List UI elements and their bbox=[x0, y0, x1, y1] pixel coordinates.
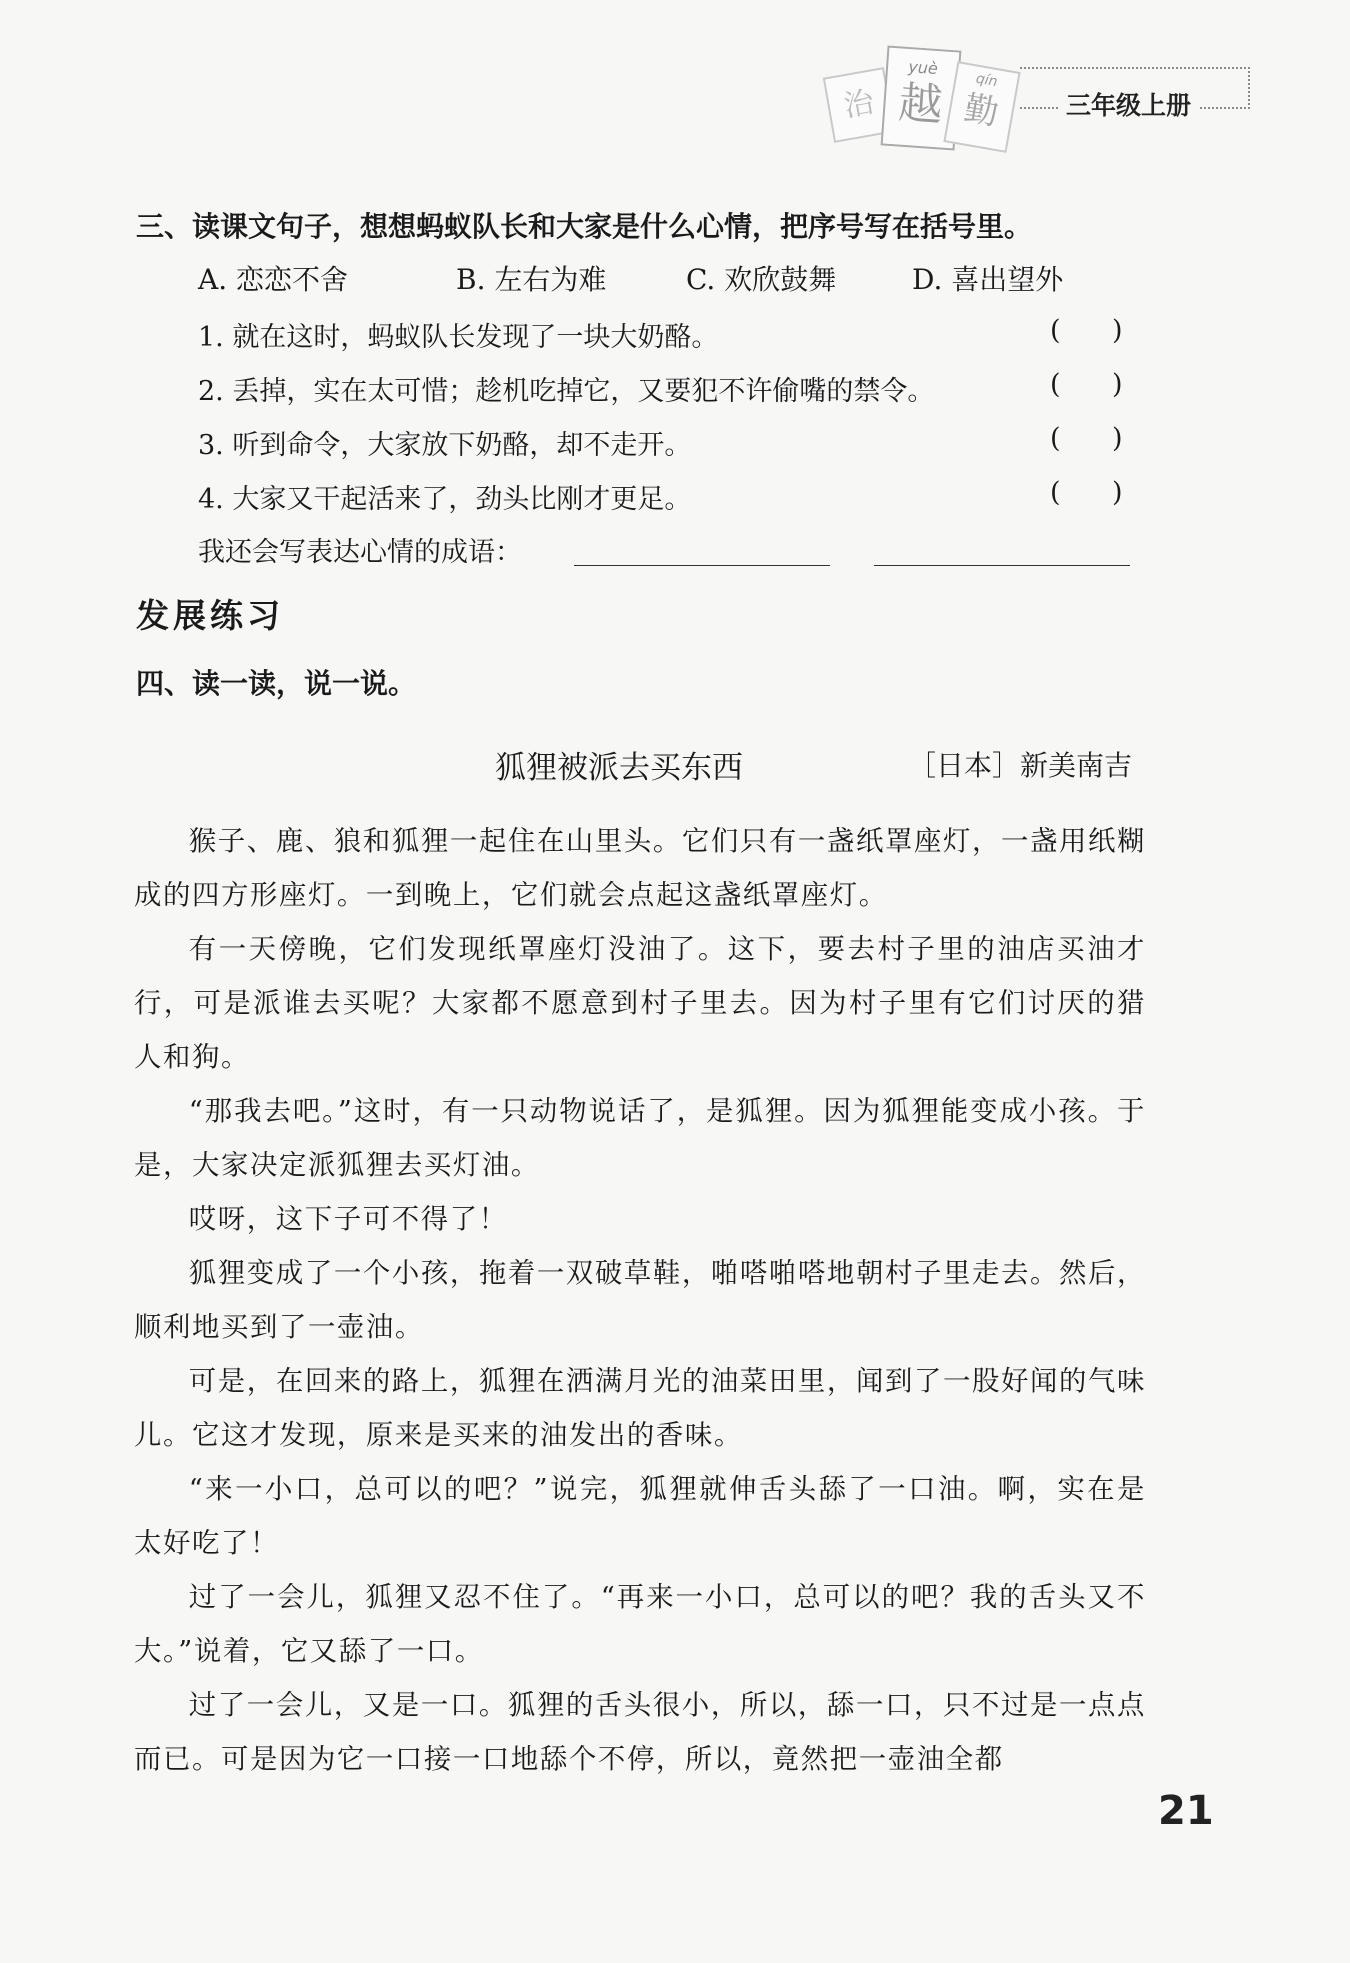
section4-title: 四、读一读，说一说。 bbox=[136, 667, 417, 700]
story-author: ［日本］新美南吉 bbox=[908, 749, 1133, 782]
option-b: B. 左右为难 bbox=[456, 263, 607, 296]
question-1-text: 1. 就在这时，蚂蚁队长发现了一块大奶酪。 bbox=[198, 322, 719, 353]
section3-title: 三、读课文句子，想想蚂蚁队长和大家是什么心情，把序号写在括号里。 bbox=[136, 210, 1033, 243]
development-heading: 发展练习 bbox=[136, 596, 284, 635]
question-2 bbox=[198, 369, 1148, 409]
logo-right-pinyin: qín bbox=[974, 70, 999, 91]
question-1 bbox=[198, 315, 1148, 355]
question-3 bbox=[198, 423, 1148, 463]
question-4 bbox=[198, 477, 1148, 517]
logo-left-char: 治 bbox=[841, 84, 877, 125]
logo-right-char: 勤 bbox=[961, 88, 1002, 134]
story-paragraph-9: 过了一会儿，又是一口。狐狸的舌头很小，所以，舔一口，只不过是一点点而已。可是因为它一口接一口地舔个不停，所以，竟然把一壶油全都 bbox=[134, 1690, 1146, 1775]
series-logo bbox=[822, 42, 1012, 152]
answer-paren-1[interactable]: ( ) bbox=[1050, 315, 1123, 346]
story-paragraph-3: “那我去吧。”这时，有一只动物说话了，是狐狸。因为狐狸能变成小孩。于是，大家决定派狐狸去买灯油。 bbox=[134, 1096, 1146, 1181]
option-a: A. 恋恋不舍 bbox=[198, 263, 349, 296]
story-paragraph-8: 过了一会儿，狐狸又忍不住了。“再来一小口，总可以的吧？我的舌头又不大。”说着，它又舔了一口。 bbox=[134, 1582, 1146, 1667]
story-paragraph-5: 狐狸变成了一个小孩，拖着一双破草鞋，啪嗒啪嗒地朝村子里走去。然后，顺利地买到了一壶油。 bbox=[134, 1258, 1146, 1343]
story-paragraph-7: “来一小口，总可以的吧？”说完，狐狸就伸舌头舔了一口油。啊，实在是太好吃了！ bbox=[134, 1474, 1146, 1559]
option-d: D. 喜出望外 bbox=[912, 263, 1064, 296]
logo-center-char: 越 bbox=[896, 77, 945, 132]
logo-center-pinyin: yuè bbox=[907, 57, 939, 79]
story-paragraph-4: 哎呀，这下子可不得了！ bbox=[188, 1204, 508, 1235]
story-paragraph-2: 有一天傍晚，它们发现纸罩座灯没油了。这下，要去村子里的油店买油才行，可是派谁去买呢？大家都不愿意到村子里去。因为村子里有它们讨厌的猎人和狗。 bbox=[134, 934, 1146, 1073]
answer-paren-4[interactable]: ( ) bbox=[1050, 477, 1123, 508]
options-row bbox=[198, 258, 1198, 298]
logo-card-right bbox=[943, 61, 1020, 153]
answer-paren-2[interactable]: ( ) bbox=[1050, 369, 1123, 400]
story-paragraph-1: 猴子、鹿、狼和狐狸一起住在山里头。它们只有一盏纸罩座灯，一盏用纸糊成的四方形座灯。一到晚上，它们就会点起这盏纸罩座灯。 bbox=[134, 826, 1146, 911]
story-title: 狐狸被派去买东西 bbox=[495, 750, 743, 786]
grade-label: 三年级上册 bbox=[1058, 86, 1199, 122]
question-2-text: 2. 丢掉，实在太可惜；趁机吃掉它，又要犯不许偷嘴的禁令。 bbox=[198, 376, 935, 407]
question-3-text: 3. 听到命令，大家放下奶酪，却不走开。 bbox=[198, 430, 692, 461]
page-number: 21 bbox=[1158, 1788, 1214, 1834]
question-4-text: 4. 大家又干起活来了，劲头比刚才更足。 bbox=[198, 484, 692, 515]
idiom-blank-1[interactable] bbox=[574, 565, 830, 566]
idiom-prompt: 我还会写表达心情的成语： bbox=[198, 537, 522, 568]
idiom-blank-2[interactable] bbox=[874, 565, 1130, 566]
story-paragraph-6: 可是，在回来的路上，狐狸在洒满月光的油菜田里，闻到了一股好闻的气味儿。它这才发现，原来是买来的油发出的香味。 bbox=[134, 1366, 1146, 1451]
option-c: C. 欢欣鼓舞 bbox=[686, 263, 837, 296]
answer-paren-3[interactable]: ( ) bbox=[1050, 423, 1123, 454]
